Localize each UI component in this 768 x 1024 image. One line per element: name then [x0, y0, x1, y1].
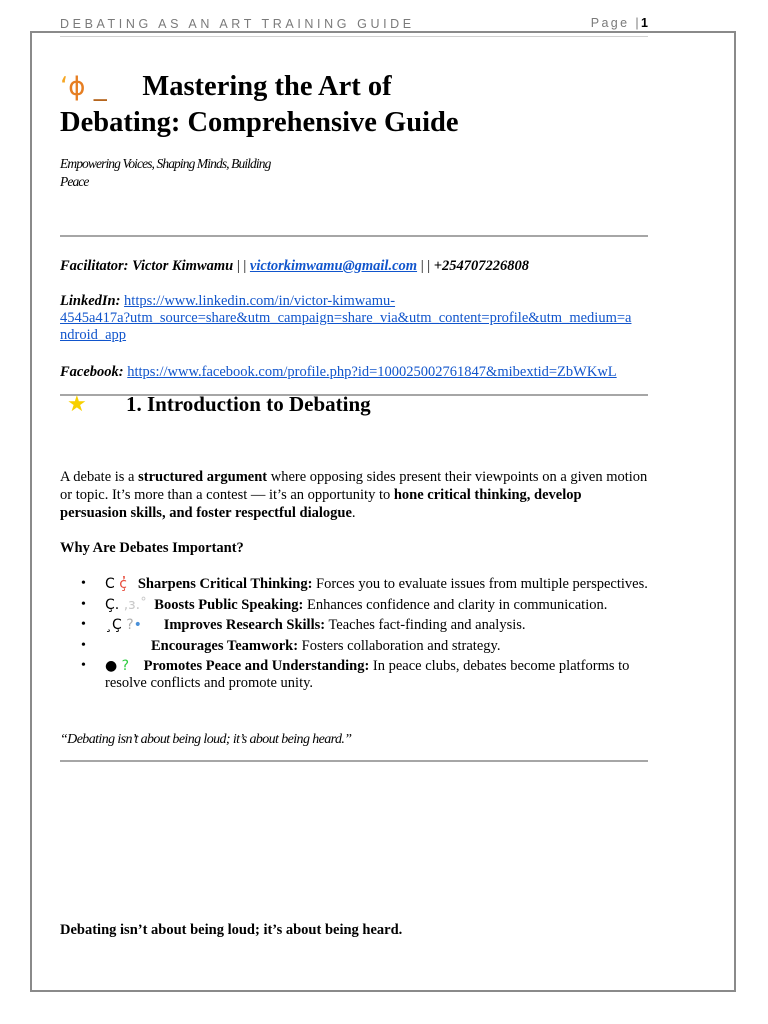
- peace-icon: ● ?: [105, 658, 130, 674]
- importance-list: [60, 576, 650, 696]
- list-item: • ● ? Promotes Peace and Understanding: In peace clubs, debates become platforms to resolve conflicts and promote unity.: [81, 658, 630, 691]
- section-heading-text: 1. Introduction to Debating: [126, 392, 371, 416]
- page-number: 1: [641, 16, 648, 30]
- bullet-icon: •: [81, 617, 86, 632]
- closing-quote: Debating isn’t about being loud; it’s about being heard.: [60, 922, 403, 938]
- critical-thinking-icon: C ç̓: [105, 576, 127, 592]
- title-line-1: Mastering the Art of: [142, 71, 392, 102]
- section-heading: [60, 392, 620, 422]
- facilitator-label: Facilitator: Victor Kimwamu: [60, 258, 234, 274]
- divider: [60, 760, 648, 762]
- facebook-label: Facebook:: [60, 364, 124, 380]
- facilitator-line: Facilitator: Victor Kimwamu | | victorkimwamu@gmail.com | | +254707226808: [60, 258, 530, 274]
- facebook-line: [60, 364, 650, 381]
- pull-quote: “Debating isn’t about being loud; it’s about being heard.”: [60, 732, 352, 747]
- research-icon: ¸Ç ?•: [105, 617, 142, 633]
- subtitle: Empowering Voices, Shaping Minds, Building Peace: [60, 156, 271, 189]
- linkedin-line: [60, 293, 650, 344]
- list-item: • Encourages Teamwork: Fosters collaboration and strategy.: [81, 637, 501, 654]
- title-line-2: Debating: Comprehensive Guide: [60, 107, 459, 138]
- bullet-icon: •: [81, 637, 86, 653]
- bullet-icon: •: [81, 658, 86, 673]
- page-number-label: Page |1: [590, 16, 648, 30]
- divider: [60, 235, 648, 237]
- phone-number: +254707226808: [433, 258, 530, 274]
- list-item: • ¸Ç ?• Improves Research Skills: Teaches fact-finding and analysis.: [81, 617, 526, 633]
- intro-paragraph: A debate is a structured argument where opposing sides present their viewpoints on a given motion or topic. It’s more than a contest — it’s an opportunity to hone critical thinking, develop persuasion skills, and foster respectful dialogue.: [60, 469, 648, 521]
- list-item: • Ç. ,ɜ.˚ Boosts Public Speaking: Enhances confidence and clarity in communication.: [81, 596, 608, 613]
- star-icon: ★: [67, 392, 87, 417]
- bullet-icon: •: [81, 576, 86, 591]
- header-title: DEBATING AS AN ART TRAINING GUIDE: [60, 17, 415, 31]
- why-heading: Why Are Debates Important?: [60, 540, 244, 556]
- linkedin-link[interactable]: https://www.linkedin.com/in/victor-kimwamu- 4545a417a?utm_source=share&utm_campaign=share_via&utm_content=profile&utm_medium=a ndroid_app: [60, 293, 632, 343]
- bullet-icon: •: [81, 596, 86, 612]
- page-header: [60, 16, 648, 37]
- list-item: • C ç̓ Sharpens Critical Thinking: Forces you to evaluate issues from multiple perspectives.: [81, 576, 648, 592]
- title-decoration-icon: ʻɸ _: [60, 72, 107, 102]
- linkedin-label: LinkedIn:: [60, 293, 121, 309]
- email-link[interactable]: victorkimwamu@gmail.com: [249, 258, 418, 274]
- facebook-link[interactable]: https://www.facebook.com/profile.php?id=100025002761847&mibextid=ZbWKwL: [127, 364, 617, 380]
- document-title: [60, 69, 620, 140]
- public-speaking-icon: Ç. ,ɜ.˚: [105, 596, 148, 613]
